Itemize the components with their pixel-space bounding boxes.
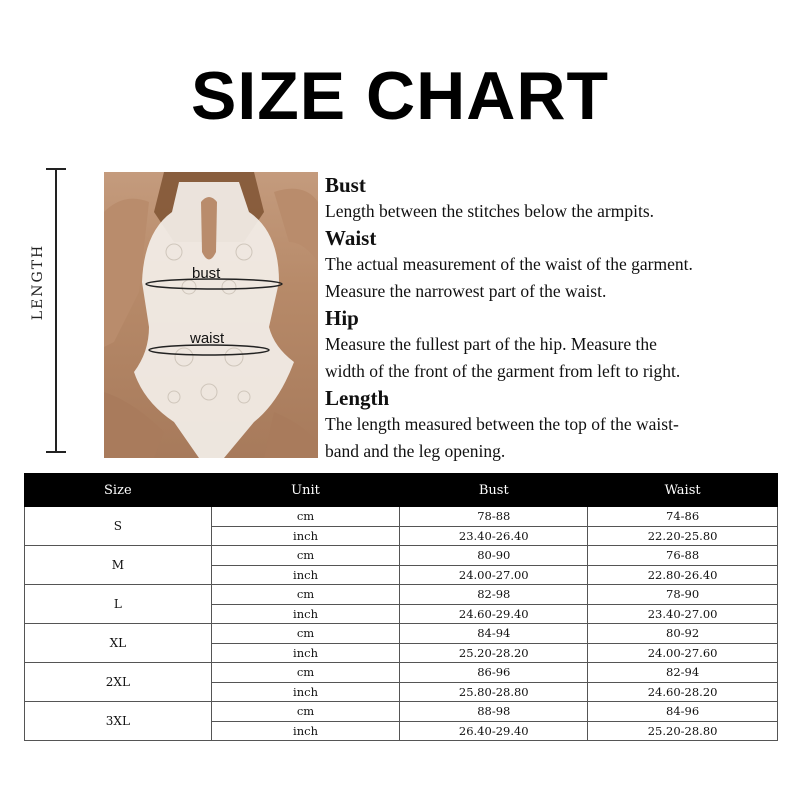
length-indicator-line [55,168,57,452]
unit-cell: cm [211,585,400,605]
waist-text-2: Measure the narrowest part of the waist. [325,281,607,301]
bust-cell: 24.60-29.40 [400,604,588,624]
header-size: Size [25,474,212,507]
waist-cell: 24.60-28.20 [588,682,778,702]
garment-illustration [104,172,318,458]
waist-cell: 80-92 [588,624,778,644]
bust-cell: 82-98 [400,585,588,605]
size-cell: S [25,507,212,546]
bust-cell: 78-88 [400,507,588,527]
bust-cell: 25.20-28.20 [400,643,588,663]
waist-text-1: The actual measurement of the waist of the garment. [325,254,693,274]
length-indicator-bottom-cap [46,451,66,453]
waist-cell: 22.80-26.40 [588,565,778,585]
waist-cell: 25.20-28.80 [588,721,778,741]
length-heading: Length [325,386,390,410]
size-table [24,473,778,741]
unit-cell: cm [211,702,400,722]
unit-cell: cm [211,663,400,683]
waist-label: waist [190,330,225,347]
size-cell: 3XL [25,702,212,741]
waist-cell: 76-88 [588,546,778,566]
waist-cell: 82-94 [588,663,778,683]
unit-cell: inch [211,721,400,741]
unit-cell: inch [211,682,400,702]
bust-cell: 88-98 [400,702,588,722]
bust-cell: 24.00-27.00 [400,565,588,585]
table-header-row [25,474,778,507]
table-row [25,585,778,605]
length-indicator-top-cap [46,168,66,170]
bust-cell: 86-96 [400,663,588,683]
table-row [25,624,778,644]
waist-cell: 23.40-27.00 [588,604,778,624]
bust-cell: 23.40-26.40 [400,526,588,546]
size-cell: L [25,585,212,624]
table-row [25,663,778,683]
header-waist: Waist [588,474,778,507]
bust-text: Length between the stitches below the armpits. [325,201,655,221]
bust-cell: 80-90 [400,546,588,566]
size-cell: XL [25,624,212,663]
unit-cell: cm [211,624,400,644]
bust-cell: 25.80-28.80 [400,682,588,702]
size-cell: 2XL [25,663,212,702]
hip-text-1: Measure the fullest part of the hip. Measure the [325,334,657,354]
waist-cell: 78-90 [588,585,778,605]
bust-label: bust [192,265,221,282]
hip-text-2: width of the front of the garment from left to right. [325,361,681,381]
table-row [25,507,778,527]
table-row [25,702,778,722]
length-text-2: band and the leg opening. [325,441,506,461]
unit-cell: cm [211,546,400,566]
length-label-text: LENGTH [30,243,46,321]
hip-heading: Hip [325,306,359,330]
waist-cell: 22.20-25.80 [588,526,778,546]
header-bust: Bust [400,474,588,507]
measurement-descriptions [325,172,795,465]
bust-heading: Bust [325,173,366,197]
unit-cell: inch [211,643,400,663]
waist-cell: 84-96 [588,702,778,722]
length-text-1: The length measured between the top of the waist- [325,414,679,434]
unit-cell: cm [211,507,400,527]
garment-photo [104,172,318,458]
page-title: SIZE CHART [191,58,609,134]
header-unit: Unit [211,474,400,507]
waist-heading: Waist [325,226,377,250]
waist-cell: 74-86 [588,507,778,527]
waist-cell: 24.00-27.60 [588,643,778,663]
table-row [25,546,778,566]
bust-cell: 26.40-29.40 [400,721,588,741]
unit-cell: inch [211,604,400,624]
size-cell: M [25,546,212,585]
bust-cell: 84-94 [400,624,588,644]
unit-cell: inch [211,565,400,585]
unit-cell: inch [211,526,400,546]
